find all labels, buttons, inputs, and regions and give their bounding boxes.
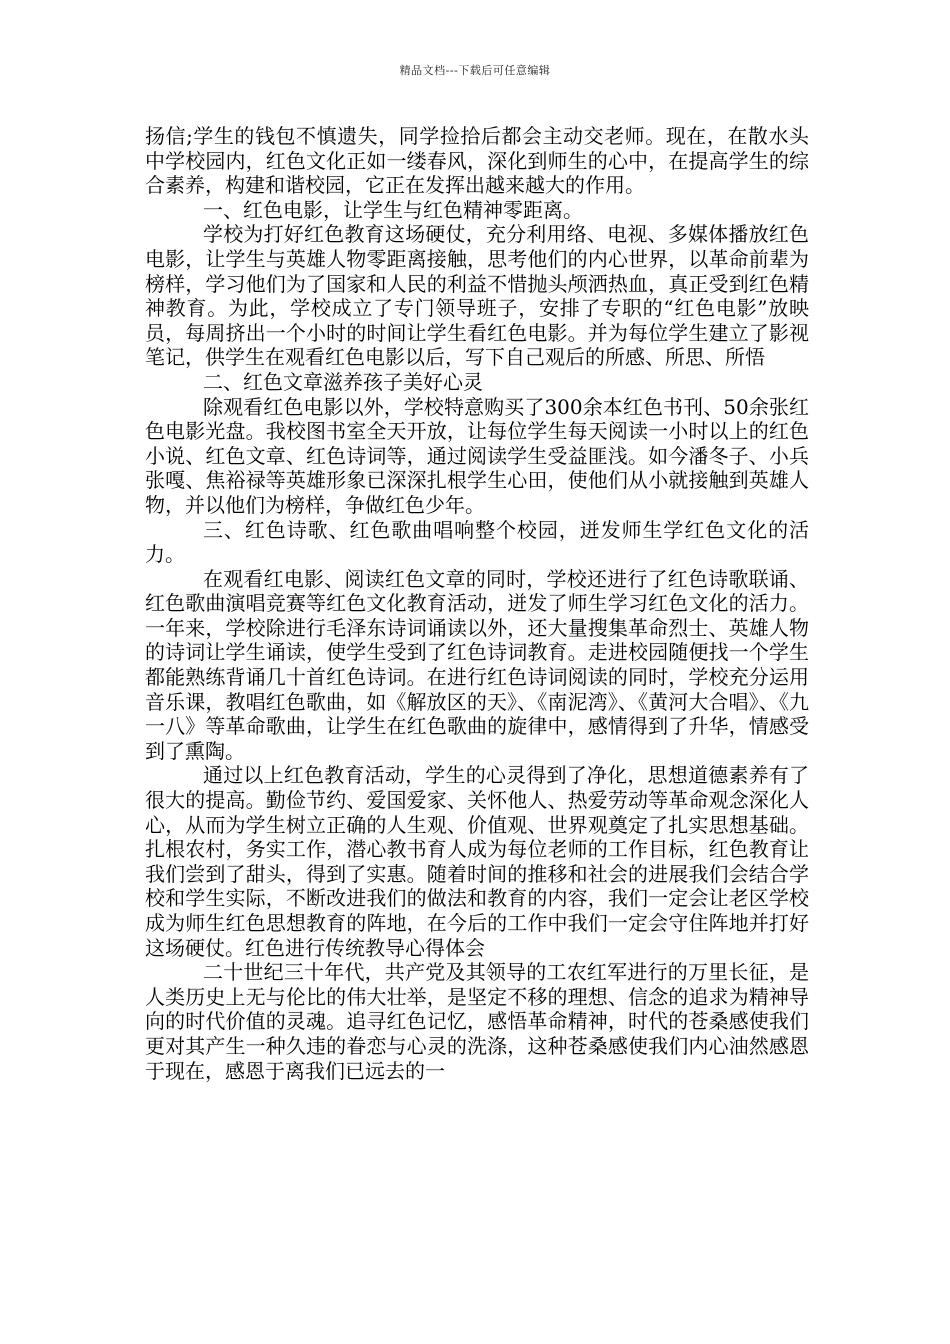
- paragraph: 二十世纪三十年代，共产党及其领导的工农红军进行的万里长征，是人类历史上无与伦比的伟大壮举，是坚定不移的理想、信念的追求为精神导向的时代价值的灵魂。追寻红色记忆，感悟革命精神，时代的苍桑感使我们更对其产生一种久违的眷恋与心灵的洗涤，这种苍桑感使我们内心油然感恩于现在，感恩于离我们已远去的一: [145, 960, 809, 1083]
- paragraph: 在观看红电影、阅读红色文章的同时，学校还进行了红色诗歌联诵、红色歌曲演唱竞赛等红色文化教育活动，迸发了师生学习红色文化的活力。一年来，学校除进行毛泽东诗词诵读以外，还大量搜集革命烈士、英雄人物的诗词让学生诵读，使学生受到了红色诗词教育。走进校园随便找一个学生都能熟练背诵几十首红色诗词。在进行红色诗词阅读的同时，学校充分运用音乐课，教唱红色歌曲，如《解放区的天》、《南泥湾》、《黄河大合唱》、《九一八》等革命歌曲，让学生在红色歌曲的旋律中，感情得到了升华，情感受到了熏陶。: [145, 566, 809, 763]
- paragraph: 扬信;学生的钱包不慎遗失，同学捡拾后都会主动交老师。现在，在散水头中学校园内，红色文化正如一缕春风，深化到师生的心中，在提高学生的综合素养，构建和谐校园，它正在发挥出越来越大的作用。: [145, 124, 809, 198]
- section-heading: 一、红色电影，让学生与红色精神零距离。: [203, 197, 583, 222]
- paragraph: 除观看红色电影以外，学校特意购买了300余本红色书刊、50余张红色电影光盘。我校图书室全天开放，让每位学生每天阅读一小时以上的红色小说、红色文章、红色诗词等，通过阅读学生受益匪浅。如今潘冬子、小兵张嘎、焦裕禄等英雄形象已深深扎根学生心田，使他们从小就接触到英雄人物，并以他们为榜样，争做红色少年。: [145, 394, 809, 517]
- section-heading: 二、红色文章滋养孩子美好心灵: [203, 369, 483, 394]
- paragraph: 通过以上红色教育活动，学生的心灵得到了净化，思想道德素养有了很大的提高。勤俭节约、爱国爱家、关怀他人、热爱劳动等革命观念深化人心，从而为学生树立正确的人生观、价值观、世界观奠定了扎实思想基础。扎根农村，务实工作，潜心教书育人成为每位老师的工作目标，红色教育让我们尝到了甜头，得到了实惠。随着时间的推移和社会的进展我们会结合学校和学生实际，不断改进我们的做法和教育的内容，我们一定会让老区学校成为师生红色思想教育的阵地，在今后的工作中我们一定会守住阵地并打好这场硬仗。红色进行传统教导心得体会: [145, 763, 809, 960]
- document-body: [145, 124, 809, 1083]
- section-heading: 三、红色诗歌、红色歌曲唱响整个校园，迸发师生学红色文化的活力。: [145, 517, 809, 567]
- paragraph: 学校为打好红色教育这场硬仗，充分利用络、电视、多媒体播放红色电影，让学生与英雄人物零距离接触，思考他们的内心世界，以革命前辈为榜样，学习他们为了国家和人民的利益不惜抛头颅洒热血，真正受到红色精神教育。为此，学校成立了专门领导班子，安排了专职的“红色电影”放映员，每周挤出一个小时的时间让学生看红色电影。并为每位学生建立了影视笔记，供学生在观看红色电影以后，写下自己观后的所感、所思、所悟: [145, 222, 809, 370]
- page-header: 精品文档---下载后可任意编辑: [399, 64, 551, 77]
